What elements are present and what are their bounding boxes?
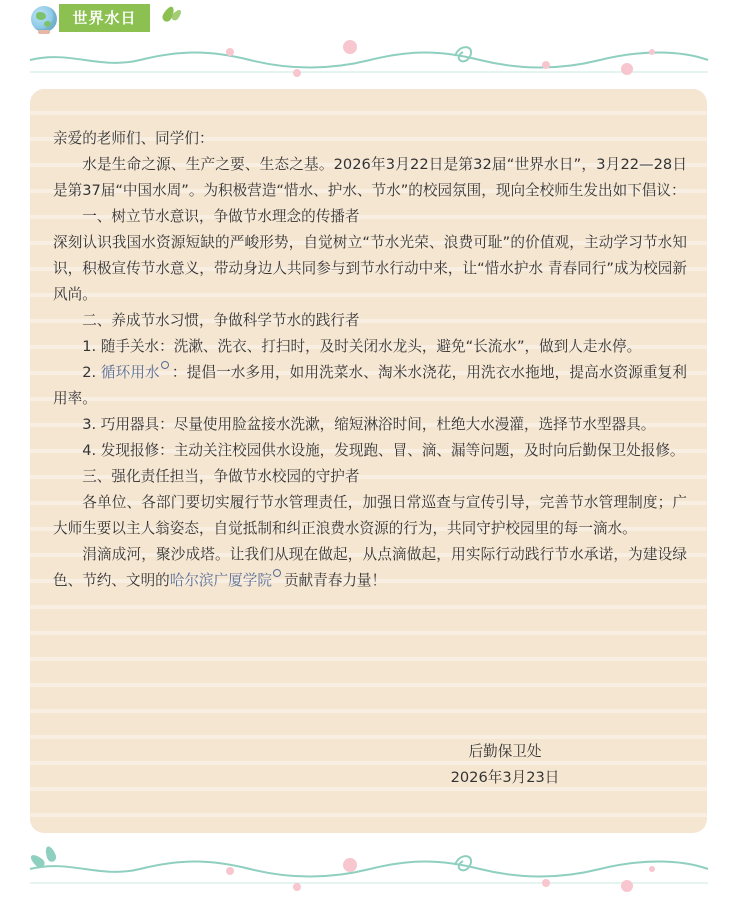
item-3: 3. 巧用器具：尽量使用脸盆接水洗漱，缩短淋浴时间，杜绝大水漫灌，选择节水型器具。 [82, 416, 656, 433]
wave-divider-top [0, 0, 737, 80]
section-1-title: 一、树立节水意识，争做节水理念的传播者 [82, 208, 360, 225]
page-title: 世界水日 [59, 4, 150, 32]
signature-org: 后勤保卫处 [468, 743, 542, 760]
wave-divider-bottom [0, 839, 737, 899]
search-icon[interactable] [273, 569, 281, 577]
item-2 [53, 360, 687, 412]
closing-paragraph [53, 542, 687, 594]
section-3-body: 各单位、各部门要切实履行节水管理责任，加强日常巡查与宣传引导，完善节水管理制度；广大师生要以主人翁姿态，自觉抵制和纠正浪费水资源的行为，共同守护校园里的每一滴水。 [53, 494, 687, 537]
recycle-water-link[interactable]: 循环用水 [100, 364, 160, 381]
greeting: 亲爱的老师们、同学们： [53, 130, 214, 147]
item-4: 4. 发现报修：主动关注校园供水设施，发现跑、冒、滴、漏等问题，及时向后勤保卫处报修。 [82, 442, 685, 459]
item-2-text: ：提倡一水多用，如用洗菜水、淘米水浇花，用洗衣水拖地，提高水资源重复利用率。 [53, 364, 687, 407]
school-link[interactable]: 哈尔滨广厦学院 [169, 572, 272, 589]
closing-suffix: 贡献青春力量！ [283, 572, 387, 589]
intro-paragraph: 水是生命之源、生产之要、生态之基。2026年3月22日是第32届“世界水日”，3月22—28日是第37届“中国水周”。为积极营造“惜水、护水、节水”的校园氛围，现向全校师生发出如下倡议： [53, 156, 687, 199]
item-2-prefix: 2. [82, 364, 101, 381]
search-icon[interactable] [161, 361, 169, 369]
header [0, 0, 737, 80]
section-3-title: 三、强化责任担当，争做节水校园的守护者 [82, 468, 360, 485]
closing-prefix: 涓滴成河，聚沙成塔。让我们从现在做起，从点滴做起，用实际行动践行节水承诺，为建设绿色、节约、文明的 [53, 546, 687, 589]
letter-body [53, 126, 687, 594]
item-1: 1. 随手关水：洗漱、洗衣、打扫时，及时关闭水龙头，避免“长流水”，做到人走水停。 [82, 338, 642, 355]
section-1-body: 深刻认识我国水资源短缺的严峻形势，自觉树立“节水光荣、浪费可耻”的价值观，主动学习节水知识，积极宣传节水意义，带动身边人共同参与到节水行动中来，让“惜水护水 青春同行”成为校园新风尚。 [53, 234, 687, 303]
section-2-title: 二、养成节水习惯，争做科学节水的践行者 [82, 312, 360, 329]
signature-date: 2026年3月23日 [450, 769, 560, 786]
